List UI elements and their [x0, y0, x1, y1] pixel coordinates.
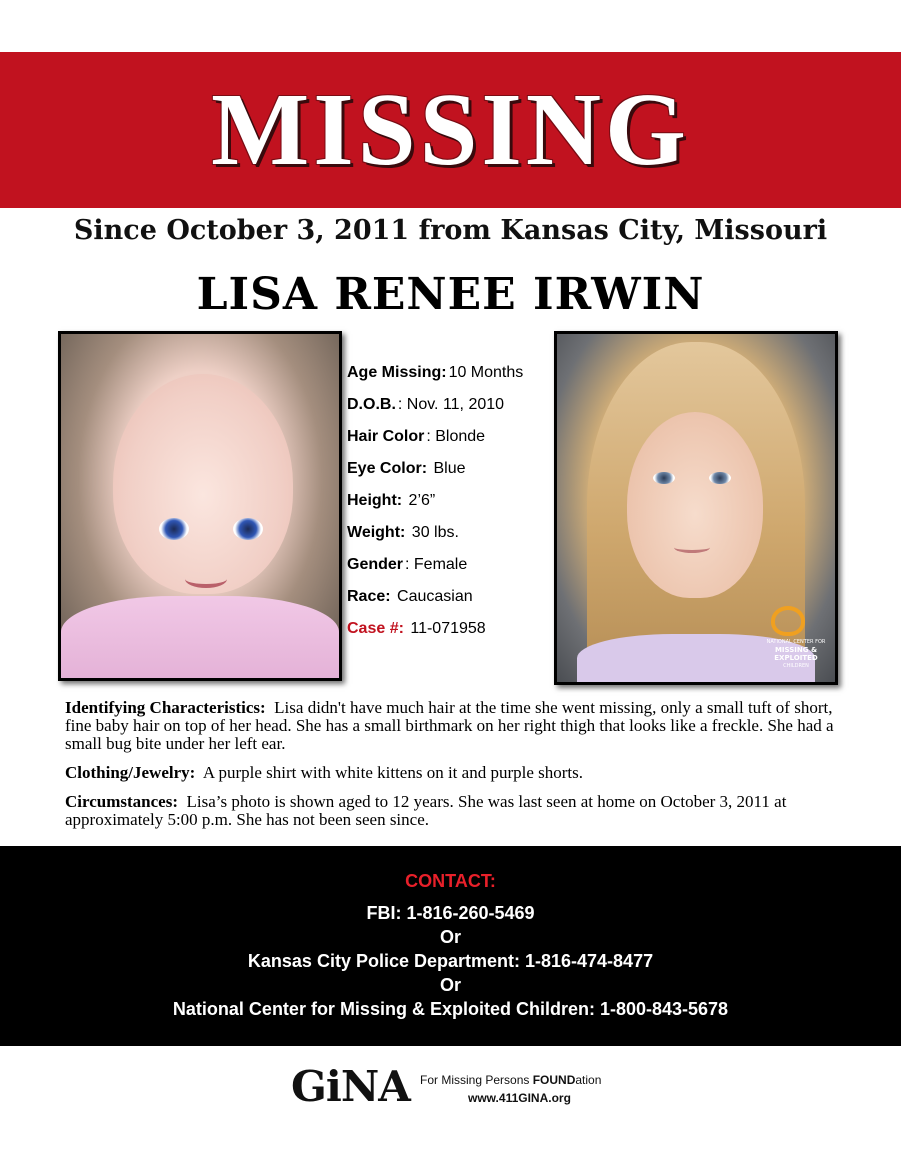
fact-value: Caucasian [392, 588, 473, 605]
aged-face-shape [627, 412, 763, 598]
clothing-jewelry [65, 764, 835, 782]
detail-label: Circumstances: [65, 792, 178, 811]
baby-shirt-shape [61, 596, 339, 681]
fact-hair-color [347, 424, 552, 456]
gina-website-link[interactable]: www.411GINA.org [468, 1091, 571, 1105]
fact-label: Hair Color [347, 428, 425, 445]
identifying-characteristics [65, 699, 835, 753]
fact-race [347, 584, 552, 616]
contact-heading: CONTACT: [405, 871, 496, 891]
tagline-found: FOUND [532, 1073, 576, 1087]
fact-label: Case #: [347, 620, 404, 637]
ncmec-logo [765, 606, 827, 676]
fact-label: Height: [347, 492, 403, 509]
baby-face-shape [113, 374, 293, 594]
fact-value: 30 lbs. [407, 524, 459, 541]
details-section [65, 699, 835, 840]
gina-logo: GiNA [291, 1062, 410, 1111]
heart-icon [771, 606, 805, 636]
detail-text: Lisa’s photo is shown aged to 12 years. She was last seen at home on October 3, 2011 at approximately 5:00 p.m. She has not been seen since. [65, 792, 787, 829]
fact-case-number [347, 616, 552, 648]
missing-since-line: Since October 3, 2011 from Kansas City, Missouri [73, 215, 828, 246]
fact-value: : Nov. 11, 2010 [397, 396, 505, 413]
aged-eye-right [709, 472, 731, 484]
detail-label: Clothing/Jewelry: [65, 763, 196, 782]
photo-at-time-missing [58, 331, 342, 681]
contact-fbi: FBI: 1-816-260-5469 [366, 903, 535, 923]
contact-or-2: Or [439, 975, 461, 995]
fact-gender [347, 552, 552, 584]
fact-label: Eye Color: [347, 460, 428, 477]
fact-value: 2’6” [404, 492, 436, 509]
missing-person-name: LISA RENEE IRWIN [196, 269, 705, 320]
tagline-suffix: ation [575, 1073, 602, 1087]
fact-age-missing [347, 360, 552, 392]
detail-text: A purple shirt with white kittens on it and purple shorts. [202, 763, 583, 782]
baby-eye-right [233, 518, 263, 540]
fact-label: D.O.B. [347, 396, 396, 413]
fact-label: Weight: [347, 524, 406, 541]
fact-dob [347, 392, 552, 424]
contact-or-1: Or [439, 927, 461, 947]
contact-panel [0, 846, 901, 1046]
photo-age-progressed [554, 331, 838, 685]
aged-eye-left [653, 472, 675, 484]
facts-list [347, 360, 552, 648]
ncmec-logo-text: NATIONAL CENTER FOR MISSING & EXPLOITED CHILDREN [766, 639, 826, 669]
fact-value: 11-071958 [405, 620, 486, 637]
fact-value: 10 Months [448, 364, 524, 381]
missing-title: MISSING [211, 72, 690, 187]
baby-eye-left [159, 518, 189, 540]
fact-height [347, 488, 552, 520]
fact-eye-color [347, 456, 552, 488]
fact-label: Race: [347, 588, 391, 605]
fact-value: : Blonde [426, 428, 486, 445]
fact-label: Age Missing: [347, 364, 447, 381]
gina-tagline [420, 1072, 601, 1088]
contact-kcpd: Kansas City Police Department: 1-816-474-8477 [247, 951, 654, 971]
aged-mouth [674, 542, 710, 553]
circumstances [65, 793, 835, 829]
fact-weight [347, 520, 552, 552]
tagline-prefix: For Missing Persons [420, 1073, 533, 1087]
fact-value: Blue [429, 460, 466, 477]
contact-ncmec: National Center for Missing & Exploited Children: 1-800-843-5678 [172, 999, 729, 1019]
detail-label: Identifying Characteristics: [65, 698, 266, 717]
fact-value: : Female [405, 556, 468, 573]
baby-mouth [185, 570, 227, 588]
detail-text: Lisa didn't have much hair at the time she went missing, only a small tuft of short, fine baby hair on top of her head. She has a small birthmark on her right thigh that looks like a freckle. She had a small bug bite under her left ear. [65, 698, 834, 753]
fact-label: Gender [347, 556, 404, 573]
